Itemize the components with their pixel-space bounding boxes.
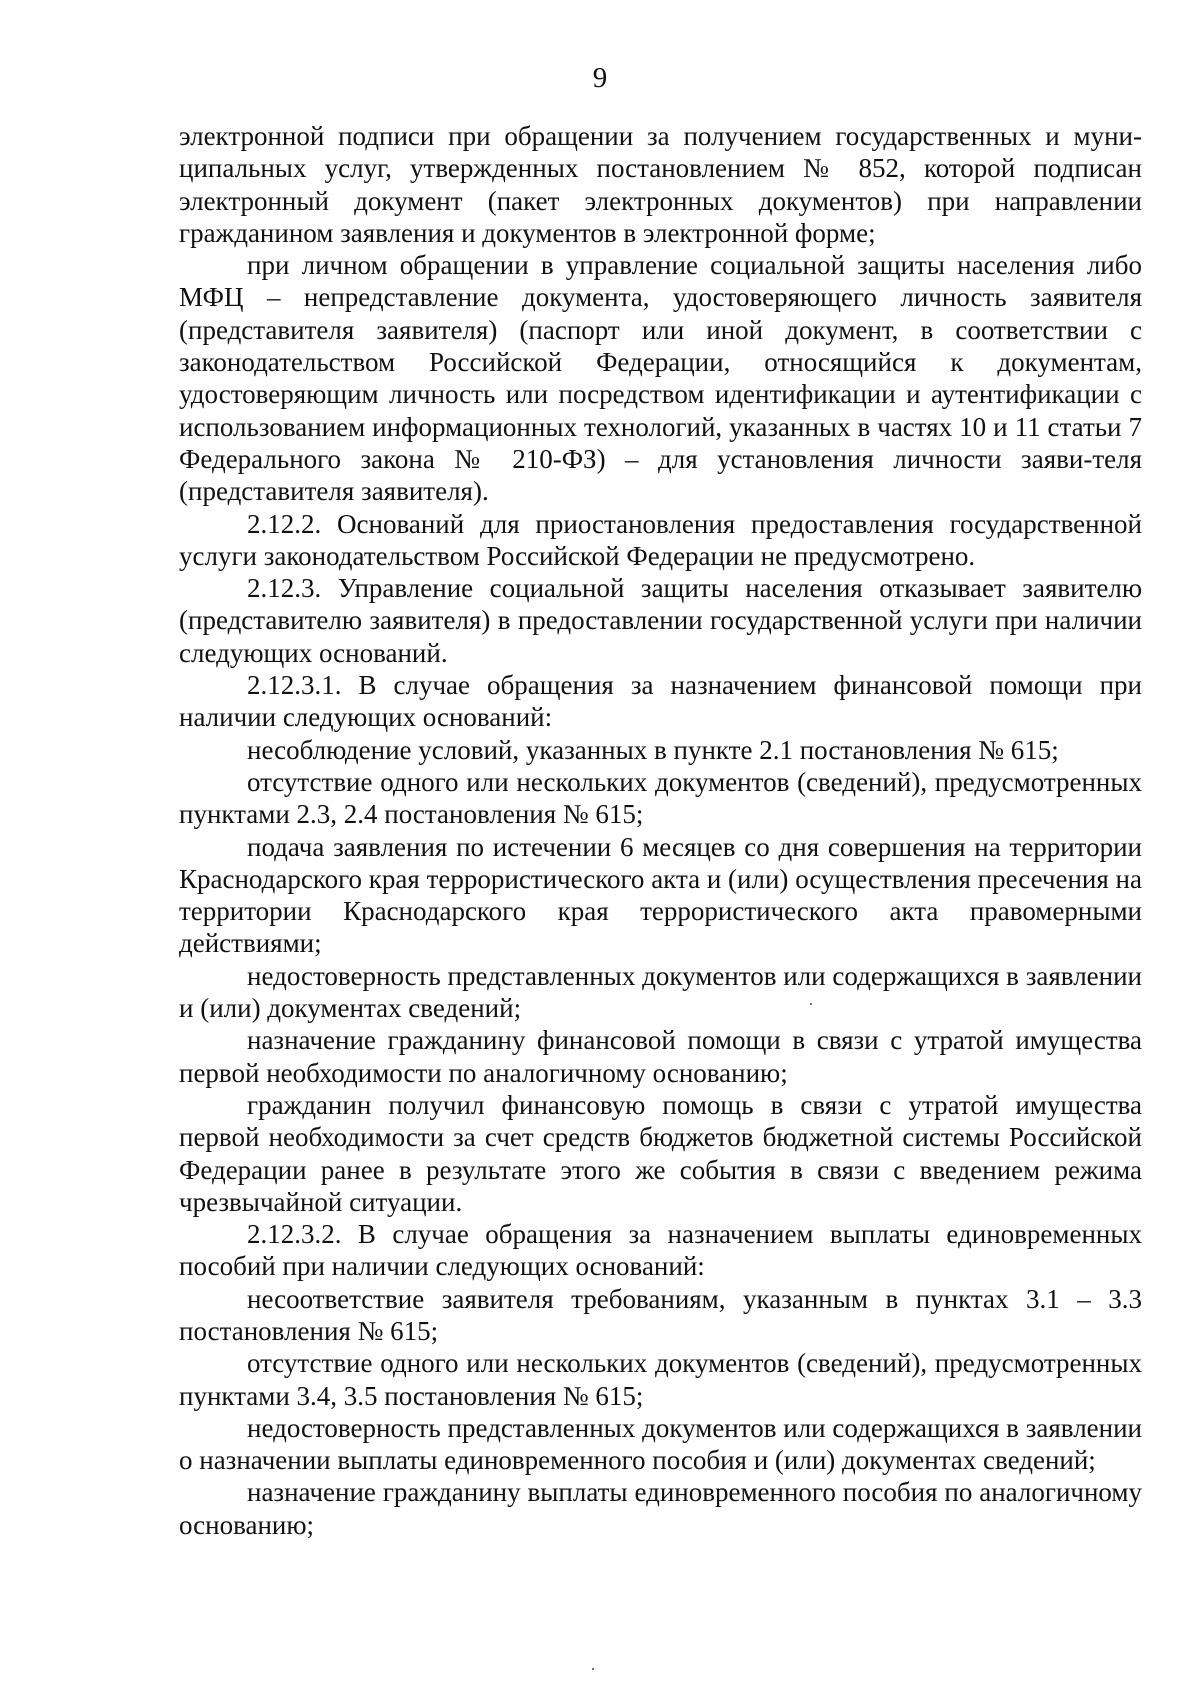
paragraph: отсутствие одного или нескольких документов (сведений), предусмотренных пунктами 3.4, 3.5 постановления № 615;: [179, 1348, 1142, 1411]
paragraph: 2.12.2. Оснований для приостановления предоставления государственной услуги законодательством Российской Федерации не предусмотрено.: [179, 508, 1142, 571]
paragraph: отсутствие одного или нескольких документов (сведений), предусмотренных пунктами 2.3, 2.4 постановления № 615;: [179, 766, 1142, 830]
paragraph: несоблюдение условий, указанных в пункте 2.1 постановления № 615;: [247, 734, 1059, 765]
paragraph: недостоверность представленных документов или содержащихся в заявлении о назначении выплаты единовременного пособия и (или) документах сведений;: [179, 1412, 1142, 1476]
page-number: 9: [592, 62, 608, 94]
paragraph: 2.12.3.1. В случае обращения за назначением финансовой помощи при наличии следующих оснований:: [179, 670, 1142, 733]
paragraph: назначение гражданину выплаты единовременного пособия по аналогичному основанию;: [179, 1477, 1142, 1540]
document-body: [179, 120, 1142, 1541]
paragraph: электронной подписи при обращении за получением государственных и муни-ципальных услуг, утвержденных постановлением № 852, которой подписан электронный документ (пакет электронных документов) при направлении гражданином заявления и документов в электронной форме;: [179, 121, 1142, 248]
scan-speck: [592, 1668, 594, 1670]
scan-speck: [810, 1003, 812, 1005]
paragraph: гражданин получил финансовую помощь в связи с утратой имущества первой необходимости за счет средств бюджетов бюджетной системы Российской Федерации ранее в результате этого же события в связи с введением режима чрезвычайной ситуации.: [179, 1089, 1142, 1217]
paragraph: при личном обращении в управление социальной защиты населения либо МФЦ – непредставление документа, удостоверяющего личность заявителя (представителя заявителя) (паспорт или иной документ, в соответствии с законодательством Российской Федерации, относящийся к документам, удостоверяющим личность или посредством идентификации и аутентификации с использованием информационных технологий, указанных в частях 10 и 11 статьи 7 Федерального закона № 210-ФЗ) – для установления личности заяви-теля (представителя заявителя).: [179, 250, 1142, 507]
paragraph: 2.12.3.2. В случае обращения за назначением выплаты единовременных пособий при наличии следующих оснований:: [179, 1219, 1142, 1282]
paragraph: 2.12.3. Управление социальной защиты населения отказывает заявителю (представителю заявителя) в предоставлении государственной услуги при наличии следующих оснований.: [179, 573, 1142, 668]
paragraph: подача заявления по истечении 6 месяцев со дня совершения на территории Краснодарского края террористического акта и (или) осуществления пресечения на территории Краснодарского края террористического акта правомерными действиями;: [179, 831, 1142, 959]
paragraph: несоответствие заявителя требованиям, указанным в пунктах 3.1 – 3.3 постановления № 615;: [179, 1283, 1142, 1346]
paragraph: назначение гражданину финансовой помощи в связи с утратой имущества первой необходимости по аналогичному основанию;: [179, 1025, 1142, 1088]
paragraph: недостоверность представленных документов или содержащихся в заявлении и (или) документах сведений;: [179, 960, 1142, 1024]
